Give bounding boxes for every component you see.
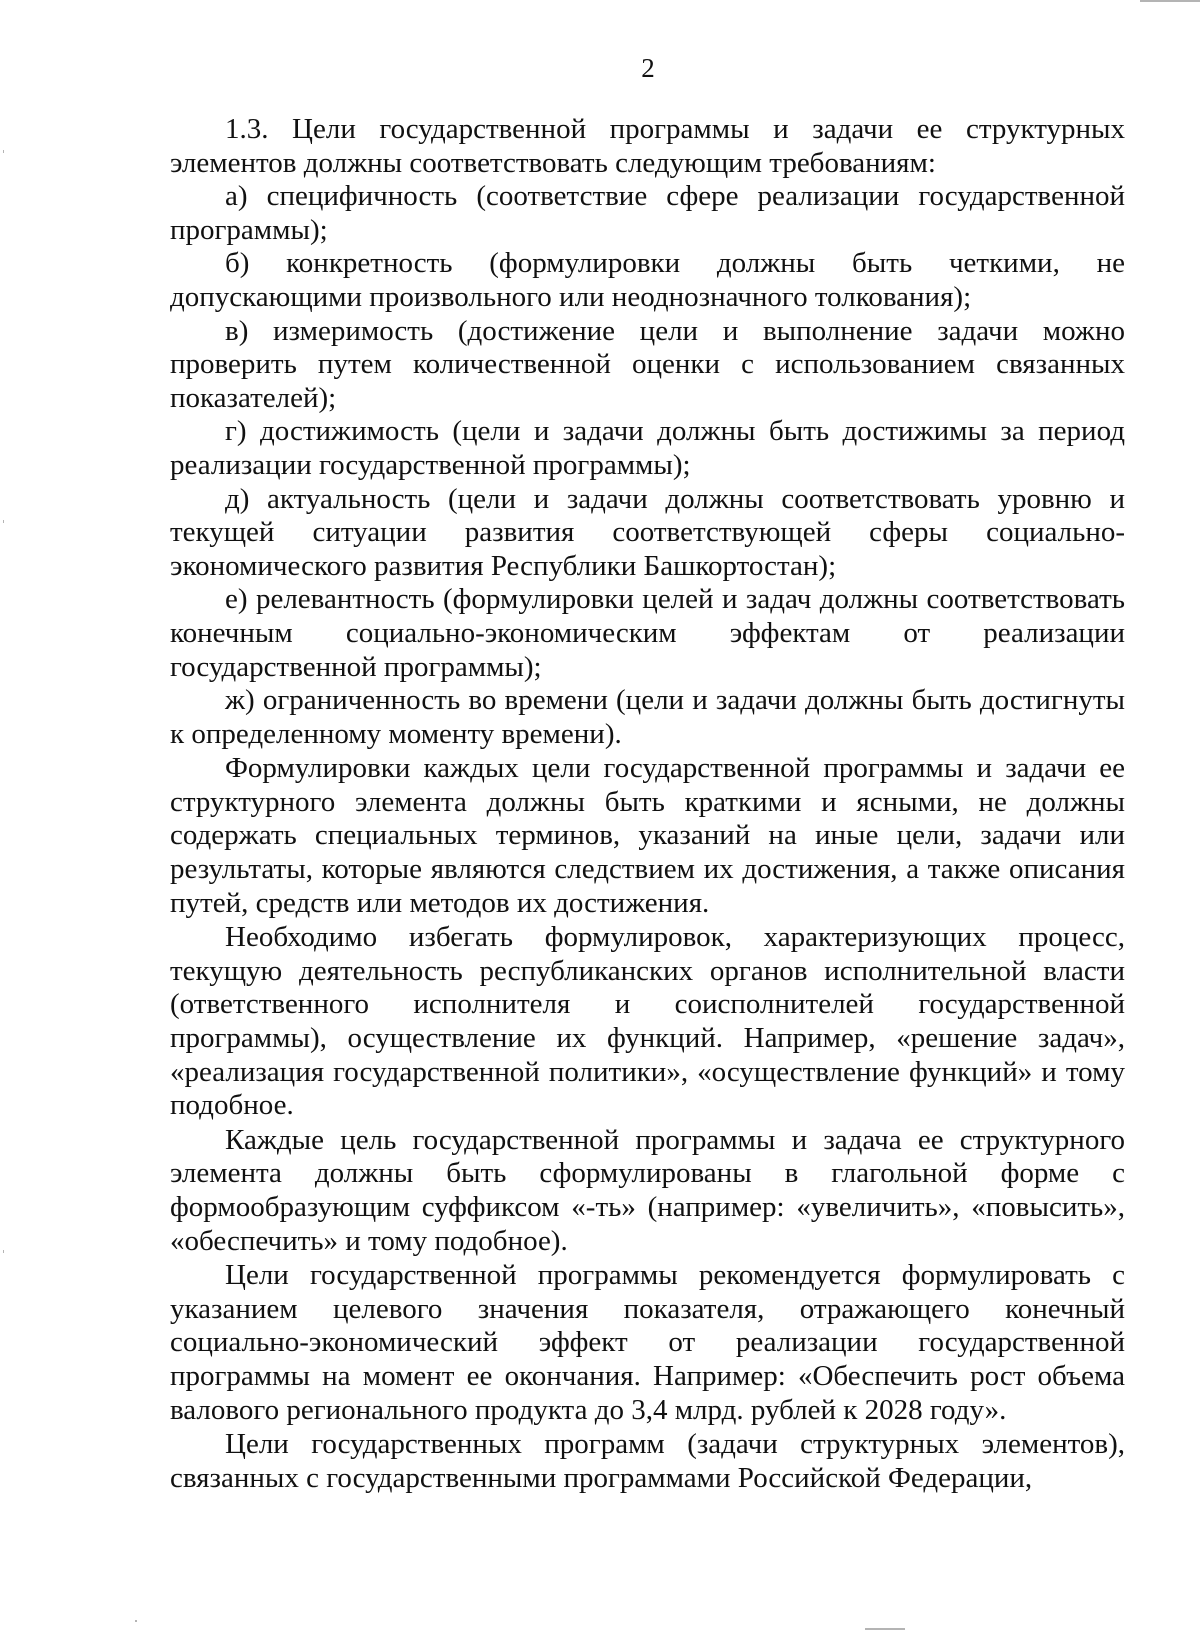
paragraph-item-b: б) конкретность (формулировки должны быть четкими, не допускающими произвольного или неоднозначного толкования); (170, 247, 1125, 313)
paragraph-avoid-formulations: Необходимо избегать формулировок, характеризующих процесс, текущую деятельность республиканских органов исполнительной власти (ответственного исполнителя и соисполнителей государственной программы), осуществление их функций. Например, «решение задач», «реализация государственной политики», «осуществление функций» и тому подобное. (170, 921, 1125, 1122)
document-body (170, 113, 1125, 1495)
scan-artifact-left-edge-2 (3, 520, 4, 523)
paragraph-federal-programs: Цели государственных программ (задачи структурных элементов), связанных с государственными программами Российской Федерации, (170, 1428, 1125, 1494)
paragraph-formulations: Формулировки каждых цели государственной программы и задачи ее структурного элемента должны быть краткими и ясными, не должны содержать специальных терминов, указаний на иные цели, задачи или результаты, которые являются следствием их достижения, а также описания путей, средств или методов их достижения. (170, 752, 1125, 919)
paragraph-item-g: г) достижимость (цели и задачи должны быть достижимы за период реализации государственной программы); (170, 415, 1125, 481)
scan-artifact-dot (135, 1620, 137, 1622)
scan-artifact-left-edge (3, 150, 4, 153)
paragraph-item-e: е) релевантность (формулировки целей и задач должны соответствовать конечным социально-экономическим эффектам от реализации государственной программы); (170, 583, 1125, 683)
scan-artifact-top-right (1140, 0, 1200, 2)
paragraph-item-v: в) измеримость (достижение цели и выполнение задачи можно проверить путем количественной оценки с использованием связанных показателей); (170, 314, 1125, 414)
scan-artifact-bottom (865, 1628, 905, 1630)
paragraph-target-value: Цели государственной программы рекомендуется формулировать с указанием целевого значения показателя, отражающего конечный социально-экономический эффект от реализации государственной программы на момент ее окончания. Например: «Обеспечить рост объема валового регионального продукта до 3,4 млрд. рублей к 2028 году». (170, 1259, 1125, 1426)
paragraph-item-zh: ж) ограниченность во времени (цели и задачи должны быть достигнуты к определенному моменту времени). (170, 684, 1125, 750)
paragraph-verb-form: Каждые цель государственной программы и задача ее структурного элемента должны быть сформулированы в глагольной форме с формообразующим суффиксом «-ть» (например: «увеличить», «повысить», «обеспечить» и тому подобное). (170, 1123, 1125, 1257)
page-number: 2 (641, 53, 655, 83)
scan-artifact-left-edge-3 (3, 1250, 4, 1253)
paragraph-item-d: д) актуальность (цели и задачи должны соответствовать уровню и текущей ситуации развития соответствующей сферы социально-экономического развития Республики Башкортостан); (170, 482, 1125, 582)
paragraph-1-3-intro: 1.3. Цели государственной программы и задачи ее структурных элементов должны соответствовать следующим требованиям: (170, 113, 1125, 179)
paragraph-item-a: а) специфичность (соответствие сфере реализации государственной программы); (170, 180, 1125, 246)
